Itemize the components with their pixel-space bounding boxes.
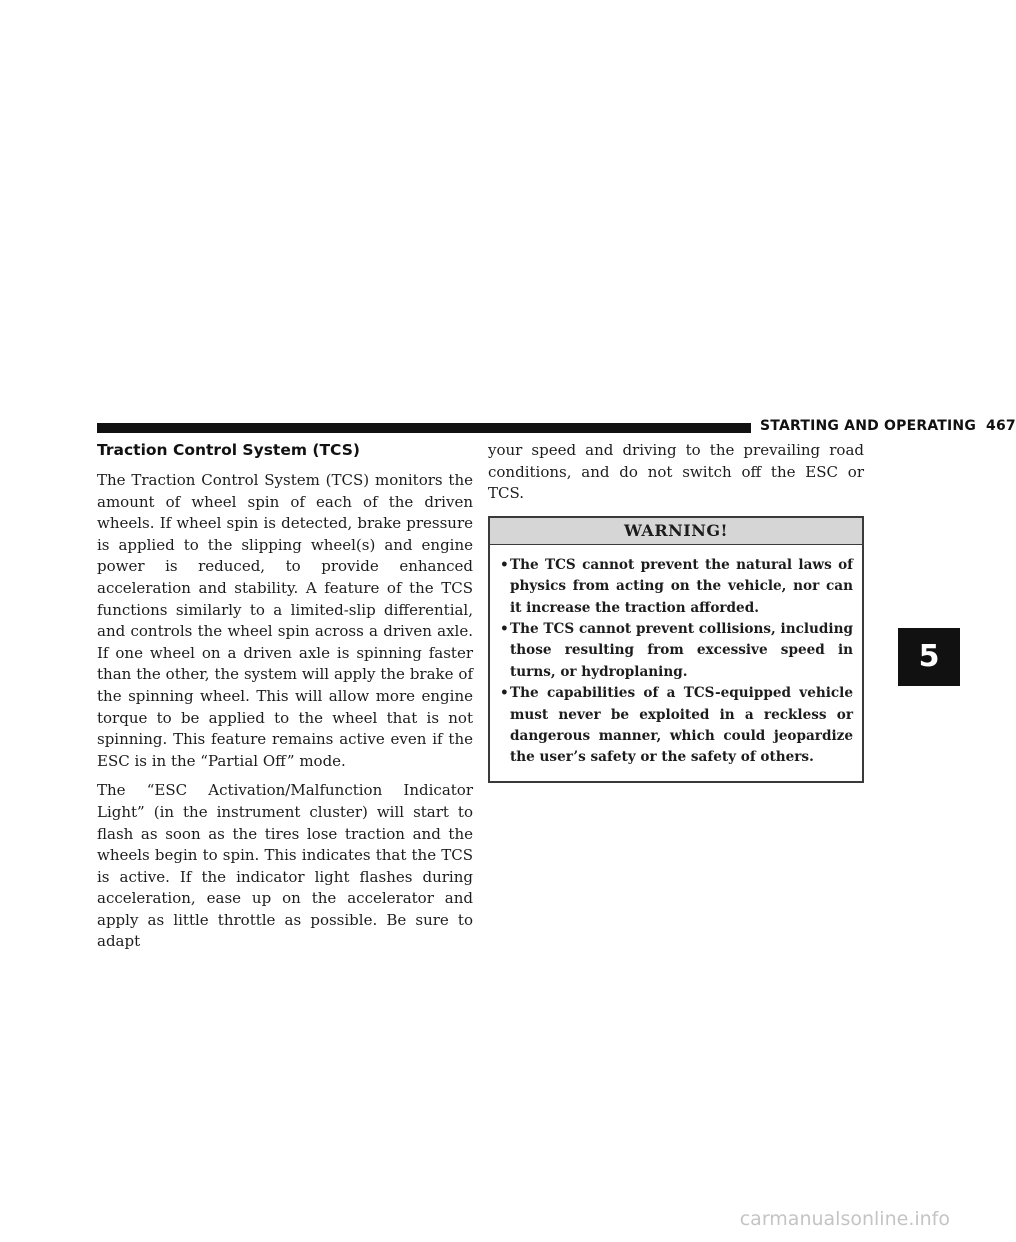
- body-paragraph-2: The “ESC Activation/Malfunction Indicator Light” (in the instrument cluster) will start to flash as soon as the tires lose traction and the wheels begin to spin. This indicates that the TCS is active. If the indicator light flashes during acceleration, ease up on the accelerator and apply as little throttle as possible. Be sure to adapt: [97, 781, 473, 951]
- warning-title: WARNING!: [490, 518, 862, 545]
- watermark: carmanualsonline.info: [739, 1208, 950, 1230]
- bullet-icon: •: [500, 556, 509, 573]
- chapter-tab: 5: [898, 628, 960, 686]
- warning-item: [500, 683, 853, 769]
- bullet-icon: •: [500, 621, 509, 637]
- warning-item-text: The TCS cannot prevent the natural laws of physics from acting on the vehicle, nor can it increase the traction afforded.: [510, 556, 853, 616]
- warning-item: [500, 555, 853, 619]
- warning-item: [500, 619, 853, 683]
- running-header: [760, 418, 1016, 434]
- warning-box: [488, 516, 864, 783]
- warning-item-text: The capabilities of a TCS-equipped vehicle must never be exploited in a reckless or dangerous manner, which could jeopardize the user’s safety or the safety of others.: [510, 685, 853, 766]
- bullet-icon: •: [500, 685, 509, 702]
- warning-list: [490, 545, 862, 781]
- body-paragraph-1: The Traction Control System (TCS) monitors the amount of wheel spin of each of the driven wheels. If wheel spin is detected, brake pressure is applied to the slipping wheel(s) and engine power is reduced, to provide enhanced acceleration and stability. A feature of the TCS functions similarly to a limited-slip differential, and controls the wheel spin across a driven axle. If one wheel on a driven axle is spinning faster than the other, the system will apply the brake of the spinning wheel. This will allow more engine torque to be applied to the wheel that is not spinning. This feature remains active even if the ESC is in the “Partial Off” mode.: [97, 471, 473, 770]
- page-number: 467: [986, 418, 1016, 434]
- left-column: [97, 470, 473, 953]
- header-rule: [97, 423, 751, 433]
- body-paragraph-continued: your speed and driving to the prevailing road conditions, and do not switch off the ESC or TCS.: [488, 441, 864, 503]
- section-title: Traction Control System (TCS): [97, 441, 360, 459]
- header-section-name: STARTING AND OPERATING: [760, 418, 977, 434]
- right-column: [488, 440, 864, 783]
- warning-item-text: The TCS cannot prevent collisions, including those resulting from excessive speed in turns, or hydroplaning.: [510, 621, 853, 680]
